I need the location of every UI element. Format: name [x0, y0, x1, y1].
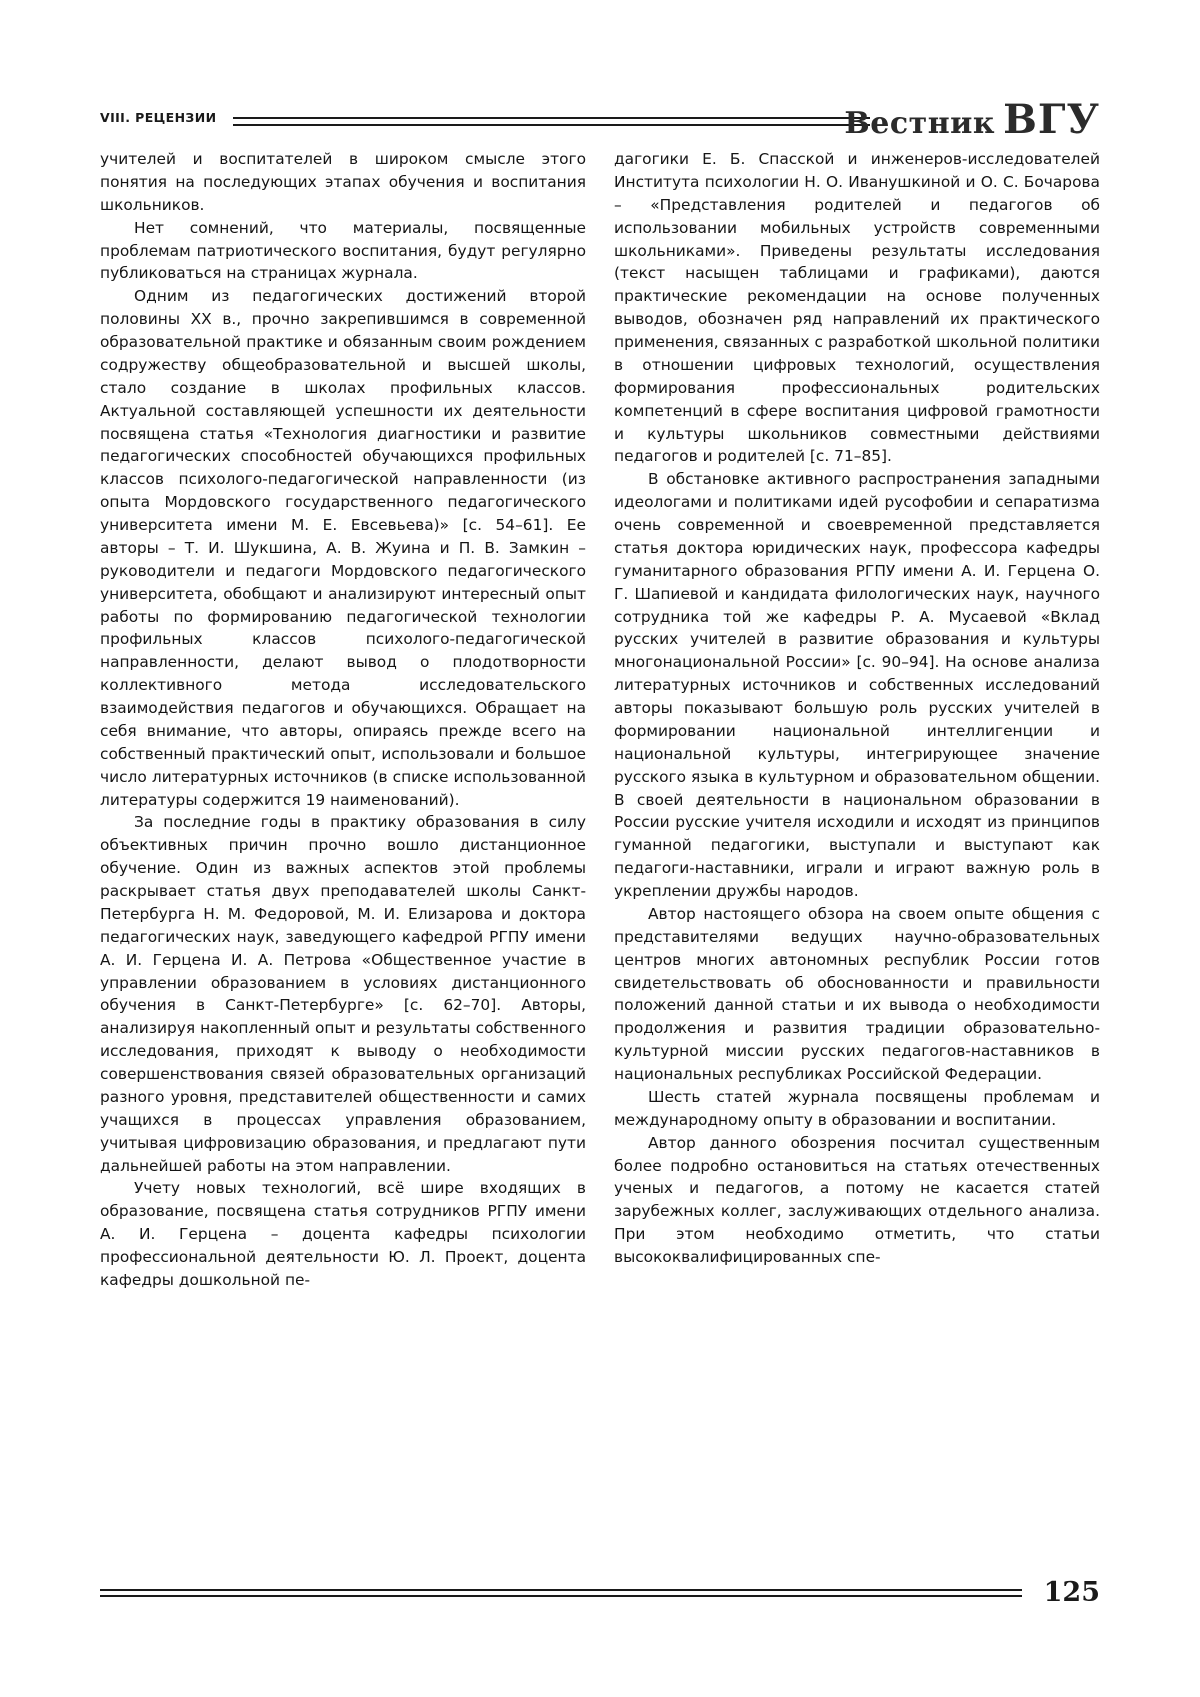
paragraph: Учету новых технологий, всё шире входящих в образование, посвящена статья сотрудников РГПУ имени А. И. Герцена – доцента кафедры психологии профессиональной деятельности Ю. Л. Проект, доцента кафедры дошкольной пе-	[100, 1179, 586, 1289]
right-column	[614, 148, 1100, 1292]
paragraph: дагогики Е. Б. Спасской и инженеров-исследователей Института психологии Н. О. Иванушкиной и О. С. Бочарова – «Представления родителей и педагогов об использовании мобильных устройств современными школьниками». Приведены результаты исследования (текст насыщен таблицами и графиками), даются практические рекомендации на основе полученных выводов, обозначен ряд направлений их практического применения, связанных с разработкой школьной политики в отношении цифровых технологий, осуществления формирования профессиональных родительских компетенций в сфере воспитания цифровой грамотности и культуры школьников совместными действиями педагогов и родителей [с. 71–85].	[614, 150, 1100, 466]
masthead-word-vgu: ВГУ	[1003, 96, 1100, 143]
paragraph: Шесть статей журнала посвящены проблемам и международному опыту в образовании и воспитании.	[614, 1087, 1100, 1129]
paragraph: учителей и воспитателей в широком смысле этого понятия на последующих этапах обучения и воспитания школьников.	[100, 150, 586, 214]
page-footer	[100, 1577, 1100, 1607]
paragraph: Автор данного обозрения посчитал существенным более подробно остановиться на статьях отечественных ученых и педагогов, а потому не касается статей зарубежных коллег, заслуживающих отдельного анализа. При этом необходимо отметить, что статьи высококвалифицированных спе-	[614, 1133, 1100, 1266]
paragraph: В обстановке активного распространения западными идеологами и политиками идей русофобии и сепаратизма очень современной и своевременной представляется статья доктора юридических наук, профессора кафедры гуманитарного образования РГПУ имени А. И. Герцена О. Г. Шапиевой и кандидата филологических наук, научного сотрудника той же кафедры Р. А. Мусаевой «Вклад русских учителей в развитие образования и культуры многонациональной России» [с. 90–94]. На основе анализа литературных источников и собственных исследований авторы показывают большую роль русских учителей в формировании национальной интеллигенции и национальной культуры, интегрирующее значение русского языка в культурном и образовательном общении. В своей деятельности в национальном образовании в России русские учителя исходили и исходят из принципов гуманной педагогики, выступали и выступают как педагоги-наставники, играли и играют важную роль в укреплении дружбы народов.	[614, 470, 1100, 900]
footer-divider-rule	[100, 1589, 1022, 1597]
page-header	[100, 96, 1100, 143]
left-column	[100, 148, 586, 1292]
header-divider-rule	[233, 117, 870, 126]
paragraph: За последние годы в практику образования в силу объективных причин прочно вошло дистанционное обучение. Один из важных аспектов этой проблемы раскрывает статья двух преподавателей школы Санкт-Петербурга Н. М. Федоровой, М. И. Елизарова и доктора педагогических наук, заведующего кафедрой РГПУ имени А. И. Герцена И. А. Петрова «Общественное участие в управлении образованием в условиях дистанционного обучения в Санкт-Петербурге» [с. 62–70]. Авторы, анализируя накопленный опыт и результаты собственного исследования, приходят к выводу о необходимости совершенствования связей образовательных организаций разного уровня, представителей общественности и самих учащихся в процессах управления образованием, учитывая цифровизацию образования, и предлагают пути дальнейшей работы на этом направлении.	[100, 813, 586, 1175]
paragraph: Одним из педагогических достижений второй половины XX в., прочно закрепившимся в современной образовательной практике и обязанным своим рождением содружеству общеобразовательной и высшей школы, стало создание в школах профильных классов. Актуальной составляющей успешности их деятельности посвящена статья «Технология диагностики и развитие педагогических способностей обучающихся профильных классов психолого-педагогической направленности (из опыта Мордовского государственного педагогического университета имени М. Е. Евсевьева)» [с. 54–61]. Ее авторы – Т. И. Шукшина, А. В. Жуина и П. В. Замкин – руководители и педагоги Мордовского педагогического университета, обобщают и анализируют интересный опыт работы по формированию педагогической технологии профильных классов психолого-педагогической направленности, делают вывод о плодотворности коллективного метода исследовательского взаимодействия педагогов и обучающихся. Обращает на себя внимание, что авторы, опираясь прежде всего на собственный практический опыт, использовали и большое число литературных источников (в списке использованной литературы содержится 19 наименований).	[100, 287, 586, 809]
paragraph: Нет сомнений, что материалы, посвященные проблемам патриотического воспитания, будут регулярно публиковаться на страницах журнала.	[100, 218, 586, 283]
paragraph: Автор настоящего обзора на своем опыте общения с представителями ведущих научно-образовательных центров многих автономных республик России готов свидетельствовать об обоснованности и правильности положений данной статьи и их вывода о необходимости продолжения и развития традиции образовательно-культурной миссии русских педагогов-наставников в национальных республиках Российской Федерации.	[614, 904, 1100, 1083]
masthead-word-vestnik: Вестник	[844, 106, 996, 141]
page-number: 125	[1043, 1577, 1100, 1608]
section-label: VIII. РЕЦЕНЗИИ	[100, 110, 217, 125]
journal-masthead	[844, 96, 1100, 143]
body-columns	[100, 148, 1100, 1292]
